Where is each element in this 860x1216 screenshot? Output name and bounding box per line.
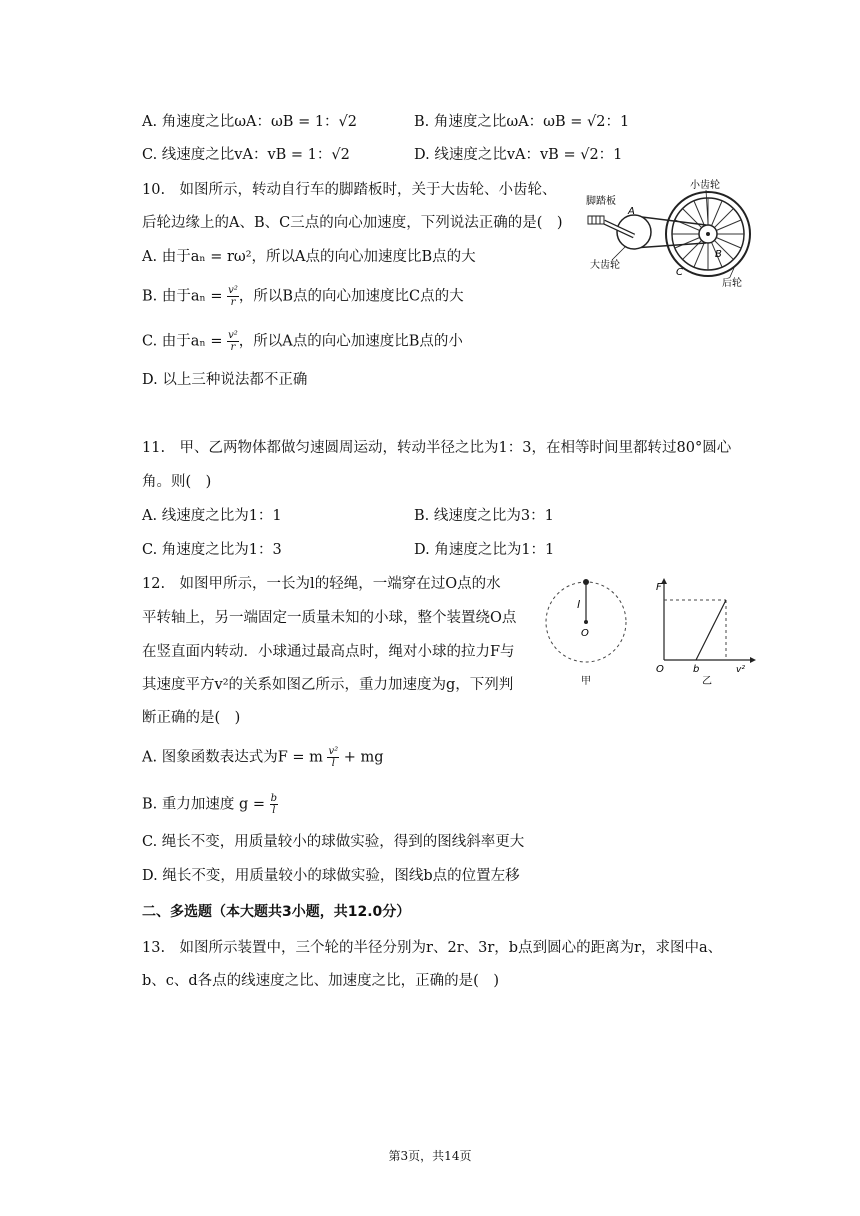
q13-stem-line1: 13. 如图所示装置中，三个轮的半径分别为r、2r、3r，b点到圆心的距离为r，求图中a、 bbox=[142, 940, 723, 956]
q11-stem-line1: 11. 甲、乙两物体都做匀速圆周运动，转动半径之比为1：3，在相等时间里都转过80°圆心 bbox=[142, 440, 732, 456]
length-label: l bbox=[577, 598, 581, 611]
fraction-numerator: b bbox=[270, 793, 278, 804]
q12-stem-line4: 其速度平方v²的关系如图乙所示，重力加速度为g，下列判 bbox=[142, 677, 514, 693]
figure-yi-caption: 乙 bbox=[702, 676, 712, 687]
fraction-denominator: l bbox=[331, 758, 335, 769]
q9-option-d: D. 线速度之比vA：vB = √2：1 bbox=[414, 147, 623, 163]
point-a-label: A bbox=[628, 206, 635, 217]
q12-option-b bbox=[142, 793, 278, 816]
q11-option-c: C. 角速度之比为1：3 bbox=[142, 542, 282, 558]
bicycle-gear-figure bbox=[584, 176, 780, 292]
v2-axis-label: v² bbox=[736, 665, 745, 675]
q10-option-b-prefix: B. 由于aₙ = bbox=[142, 288, 223, 305]
q12-stem-line2: 平转轴上，另一端固定一质量未知的小球，整个装置绕O点 bbox=[142, 610, 517, 626]
section-heading: 二、多选题（本大题共3小题，共12.0分） bbox=[142, 904, 411, 920]
q10-option-c-suffix: ，所以A点的向心加速度比B点的小 bbox=[238, 333, 463, 350]
q11-option-a: A. 线速度之比为1：1 bbox=[142, 508, 282, 524]
fraction-denominator: r bbox=[230, 297, 236, 308]
q9-option-b: B. 角速度之比ωA：ωB = √2：1 bbox=[414, 114, 630, 130]
q12-option-c: C. 绳长不变，用质量较小的球做实验，得到的图线斜率更大 bbox=[142, 834, 525, 850]
figure-yi bbox=[650, 576, 760, 690]
q9-option-a: A. 角速度之比ωA：ωB = 1：√2 bbox=[142, 114, 358, 130]
q12-option-a-fraction bbox=[327, 746, 339, 769]
q9-option-c: C. 线速度之比vA：vB = 1：√2 bbox=[142, 147, 350, 163]
fraction-numerator: v² bbox=[328, 746, 339, 757]
q12-stem-line3: 在竖直面内转动．小球通过最高点时，绳对小球的拉力F与 bbox=[142, 644, 515, 660]
big-gear-label: 大齿轮 bbox=[590, 260, 620, 271]
q10-option-b bbox=[142, 285, 464, 308]
q10-stem-line1: 10. 如图所示，转动自行车的脚踏板时，关于大齿轮、小齿轮、 bbox=[142, 182, 557, 198]
q11-option-d: D. 角速度之比为1：1 bbox=[414, 542, 555, 558]
q12-stem-line5: 断正确的是( ) bbox=[142, 710, 241, 726]
q10-stem-line2: 后轮边缘上的A、B、C三点的向心加速度，下列说法正确的是( ) bbox=[142, 215, 563, 231]
q11-option-b: B. 线速度之比为3：1 bbox=[414, 508, 554, 524]
q10-option-b-fraction bbox=[227, 285, 239, 308]
figure-jia-caption: 甲 bbox=[581, 676, 591, 687]
fraction-denominator: r bbox=[230, 342, 236, 353]
small-gear-label: 小齿轮 bbox=[690, 180, 720, 191]
q10-option-a: A. 由于aₙ = rω²，所以A点的向心加速度比B点的大 bbox=[142, 249, 476, 265]
q12-option-a-prefix: A. 图象函数表达式为F = m bbox=[142, 749, 323, 766]
page-footer: 第3页，共14页 bbox=[388, 1149, 472, 1163]
pedal-label: 脚踏板 bbox=[586, 196, 616, 207]
origin-label: O bbox=[581, 628, 589, 639]
q12-stem-line1: 12. 如图甲所示，一长为l的轻绳，一端穿在过O点的水 bbox=[142, 576, 501, 592]
q12-option-b-fraction bbox=[270, 793, 278, 816]
point-c-label: C bbox=[676, 267, 683, 278]
origin-label: O bbox=[656, 664, 664, 675]
q12-option-d: D. 绳长不变，用质量较小的球做实验，图线b点的位置左移 bbox=[142, 868, 520, 884]
figure-jia bbox=[544, 572, 636, 690]
f-axis-label: F bbox=[656, 582, 662, 593]
q10-option-d: D. 以上三种说法都不正确 bbox=[142, 372, 308, 388]
q10-option-b-suffix: ，所以B点的向心加速度比C点的大 bbox=[238, 288, 464, 305]
fraction-numerator: v² bbox=[228, 330, 238, 341]
point-b-label: B bbox=[715, 249, 722, 260]
fraction-denominator: l bbox=[272, 805, 276, 816]
b-point-label: b bbox=[693, 664, 700, 675]
q13-stem-line2: b、c、d各点的线速度之比、加速度之比，正确的是( ) bbox=[142, 973, 499, 989]
q11-stem-line2: 角。则( ) bbox=[142, 474, 212, 490]
fraction-numerator: v² bbox=[228, 285, 238, 296]
q12-option-a bbox=[142, 746, 384, 769]
rear-wheel-label: 后轮 bbox=[722, 278, 742, 289]
q10-option-c bbox=[142, 330, 463, 353]
q12-option-a-suffix: + mg bbox=[343, 749, 384, 766]
q10-option-c-fraction bbox=[227, 330, 239, 353]
q12-option-b-prefix: B. 重力加速度 g = bbox=[142, 796, 266, 813]
q10-option-c-prefix: C. 由于aₙ = bbox=[142, 333, 223, 350]
